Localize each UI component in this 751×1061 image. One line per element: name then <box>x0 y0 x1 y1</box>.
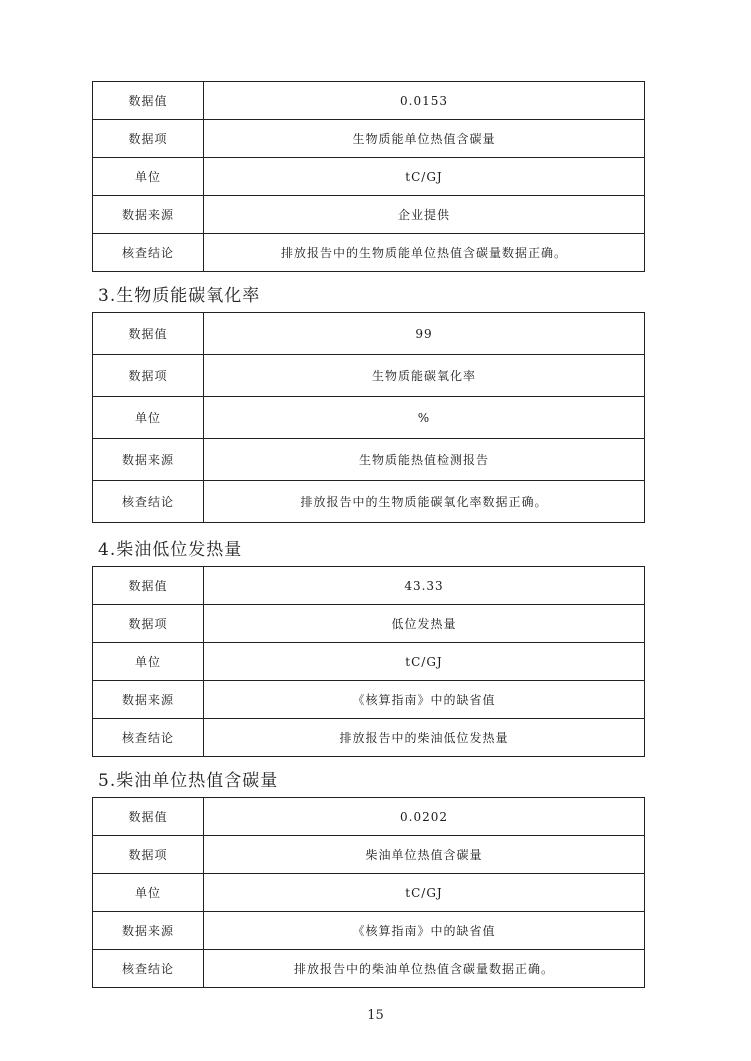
label-data-item: 数据项 <box>93 605 204 643</box>
table-row <box>93 643 645 681</box>
table-row <box>93 481 645 523</box>
page-number: 15 <box>367 1008 384 1023</box>
table-biomass-oxidation-rate <box>92 312 645 523</box>
table-row <box>93 798 645 836</box>
label-conclusion: 核查结论 <box>93 950 204 988</box>
cell-conclusion: 排放报告中的柴油单位热值含碳量数据正确。 <box>204 950 645 988</box>
cell-data-item: 生物质能单位热值含碳量 <box>204 120 645 158</box>
label-conclusion: 核查结论 <box>93 481 204 523</box>
table-row <box>93 120 645 158</box>
label-conclusion: 核查结论 <box>93 719 204 757</box>
label-data-source: 数据来源 <box>93 912 204 950</box>
label-conclusion: 核查结论 <box>93 234 204 272</box>
cell-conclusion: 排放报告中的生物质能单位热值含碳量数据正确。 <box>204 234 645 272</box>
cell-data-item: 柴油单位热值含碳量 <box>204 836 645 874</box>
table-row <box>93 158 645 196</box>
table-row <box>93 82 645 120</box>
cell-data-source: 生物质能热值检测报告 <box>204 439 645 481</box>
section-title-diesel-lower-heating-value: 4.柴油低位发热量 <box>98 540 243 560</box>
table-row <box>93 605 645 643</box>
label-data-item: 数据项 <box>93 836 204 874</box>
section-title-biomass-oxidation-rate: 3.生物质能碳氧化率 <box>98 286 261 306</box>
label-data-value: 数据值 <box>93 567 204 605</box>
section-title-diesel-carbon-content: 5.柴油单位热值含碳量 <box>98 771 279 791</box>
label-data-item: 数据项 <box>93 355 204 397</box>
label-data-value: 数据值 <box>93 313 204 355</box>
table-row <box>93 567 645 605</box>
label-data-value: 数据值 <box>93 798 204 836</box>
table-row <box>93 234 645 272</box>
cell-unit: % <box>204 397 645 439</box>
cell-data-item: 低位发热量 <box>204 605 645 643</box>
cell-data-source: 企业提供 <box>204 196 645 234</box>
table-row <box>93 719 645 757</box>
cell-conclusion: 排放报告中的生物质能碳氧化率数据正确。 <box>204 481 645 523</box>
table-row <box>93 196 645 234</box>
label-data-source: 数据来源 <box>93 681 204 719</box>
table-row <box>93 397 645 439</box>
cell-data-item: 生物质能碳氧化率 <box>204 355 645 397</box>
label-unit: 单位 <box>93 158 204 196</box>
cell-data-value: 43.33 <box>204 567 645 605</box>
label-unit: 单位 <box>93 643 204 681</box>
label-data-source: 数据来源 <box>93 196 204 234</box>
table-row <box>93 874 645 912</box>
cell-data-value: 0.0153 <box>204 82 645 120</box>
table-row <box>93 681 645 719</box>
table-row <box>93 912 645 950</box>
cell-unit: tC/GJ <box>204 874 645 912</box>
table-row <box>93 313 645 355</box>
cell-data-source: 《核算指南》中的缺省值 <box>204 681 645 719</box>
cell-data-source: 《核算指南》中的缺省值 <box>204 912 645 950</box>
label-unit: 单位 <box>93 397 204 439</box>
table-row <box>93 836 645 874</box>
label-data-item: 数据项 <box>93 120 204 158</box>
label-data-source: 数据来源 <box>93 439 204 481</box>
label-unit: 单位 <box>93 874 204 912</box>
cell-conclusion: 排放报告中的柴油低位发热量 <box>204 719 645 757</box>
cell-data-value: 0.0202 <box>204 798 645 836</box>
cell-unit: tC/GJ <box>204 643 645 681</box>
table-row <box>93 355 645 397</box>
table-row <box>93 439 645 481</box>
table-biomass-carbon-content <box>92 81 645 272</box>
table-diesel-carbon-content <box>92 797 645 988</box>
cell-data-value: 99 <box>204 313 645 355</box>
cell-unit: tC/GJ <box>204 158 645 196</box>
table-row <box>93 950 645 988</box>
label-data-value: 数据值 <box>93 82 204 120</box>
table-diesel-lower-heating-value <box>92 566 645 757</box>
